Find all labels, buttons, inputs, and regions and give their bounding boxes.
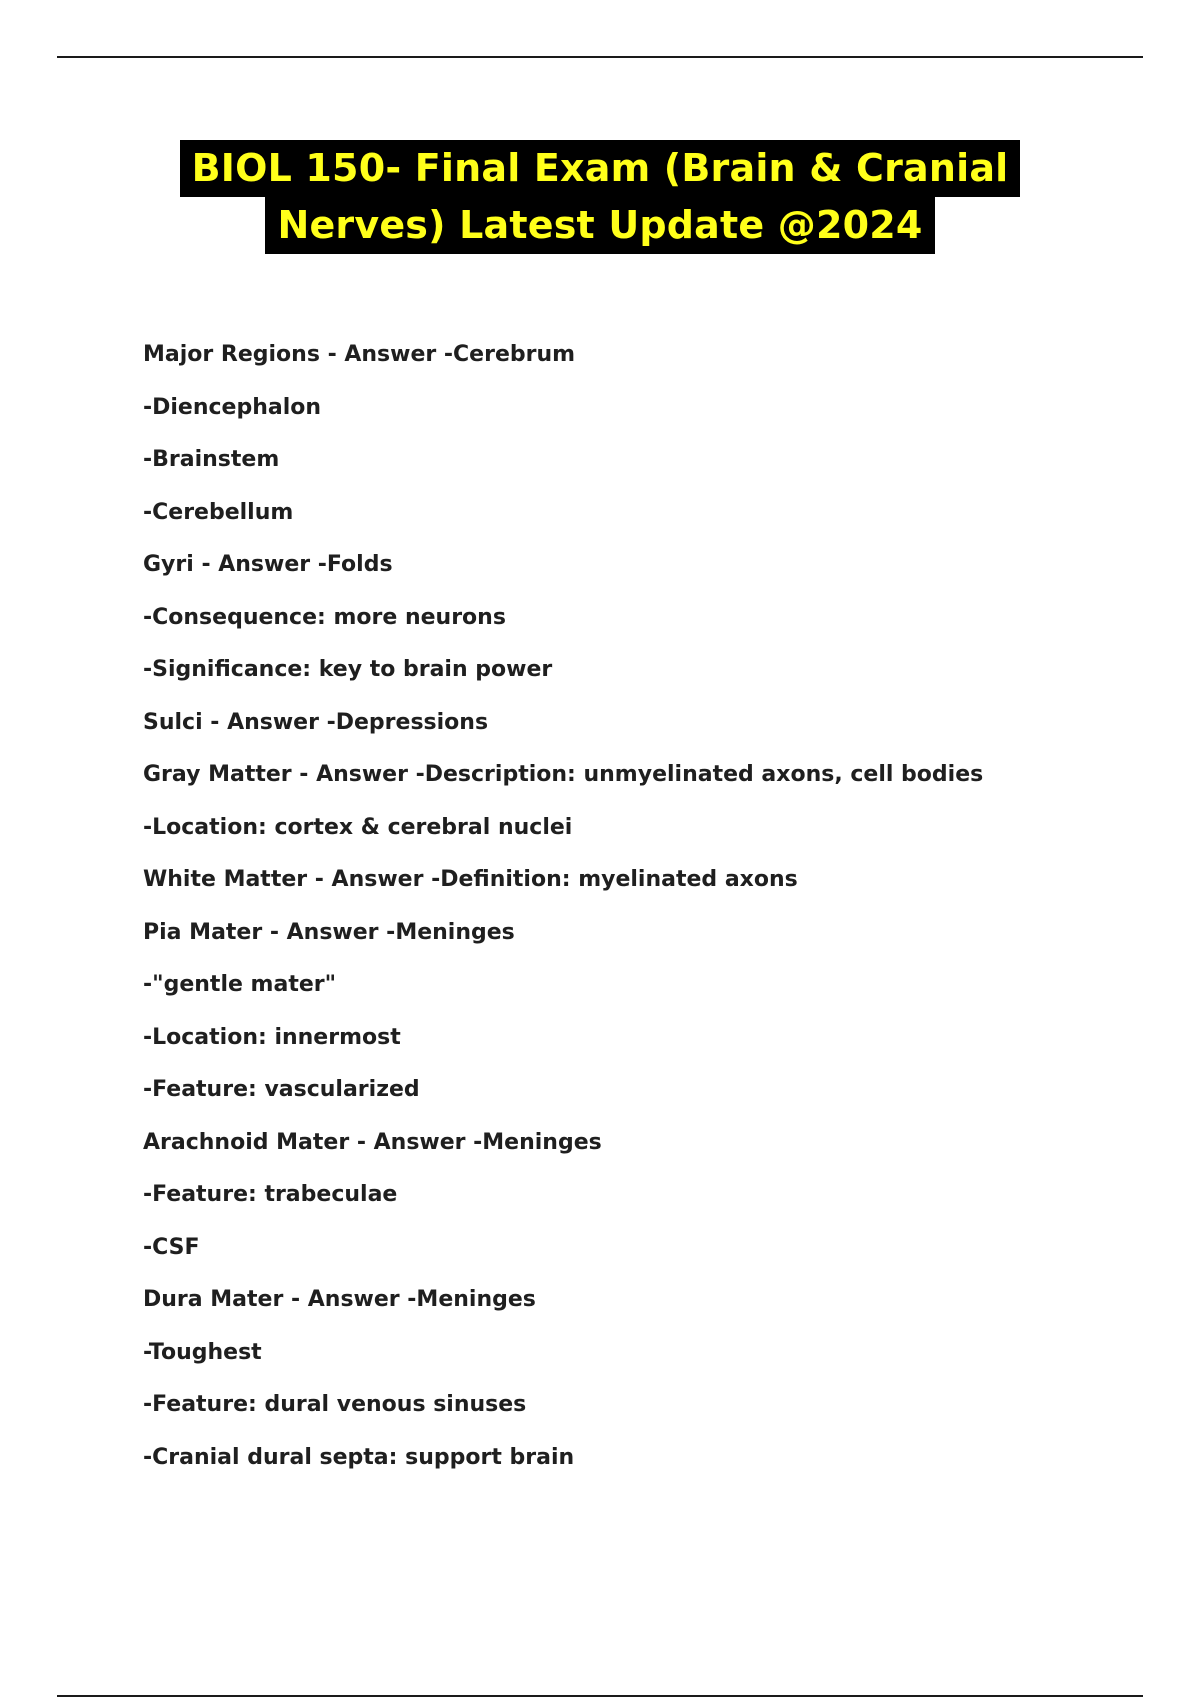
list-item: Gray Matter - Answer -Description: unmyelinated axons, cell bodies (143, 762, 984, 787)
list-item: -Brainstem (143, 447, 280, 472)
list-item: White Matter - Answer -Definition: myelinated axons (143, 867, 798, 892)
list-item: Gyri - Answer -Folds (143, 552, 393, 577)
list-item: Major Regions - Answer -Cerebrum (143, 342, 576, 367)
answer-list (143, 342, 1143, 1497)
list-item: Pia Mater - Answer -Meninges (143, 919, 515, 945)
list-item: -Feature: trabeculae (143, 1182, 398, 1207)
title-line-1: BIOL 150- Final Exam (Brain & Cranial (180, 140, 1021, 197)
list-item: -Cranial dural septa: support brain (143, 1444, 575, 1470)
list-item: Dura Mater - Answer -Meninges (143, 1287, 536, 1312)
document-title (0, 140, 1200, 254)
list-item: Arachnoid Mater - Answer -Meninges (143, 1129, 602, 1155)
list-item: -Feature: dural venous sinuses (143, 1392, 527, 1417)
list-item: -Feature: vascularized (143, 1077, 420, 1102)
bottom-rule (57, 1695, 1143, 1697)
list-item: Sulci - Answer -Depressions (143, 709, 489, 735)
title-line-2: Nerves) Latest Update @2024 (265, 197, 934, 254)
list-item: -CSF (143, 1234, 200, 1260)
list-item: -"gentle mater" (143, 972, 337, 997)
top-rule (57, 56, 1143, 58)
list-item: -Diencephalon (143, 394, 322, 420)
list-item: -Cerebellum (143, 499, 294, 525)
list-item: -Consequence: more neurons (143, 604, 506, 630)
list-item: -Location: innermost (143, 1024, 401, 1050)
list-item: -Toughest (143, 1339, 262, 1365)
list-item: -Location: cortex & cerebral nuclei (143, 814, 573, 840)
list-item: -Significance: key to brain power (143, 657, 553, 682)
